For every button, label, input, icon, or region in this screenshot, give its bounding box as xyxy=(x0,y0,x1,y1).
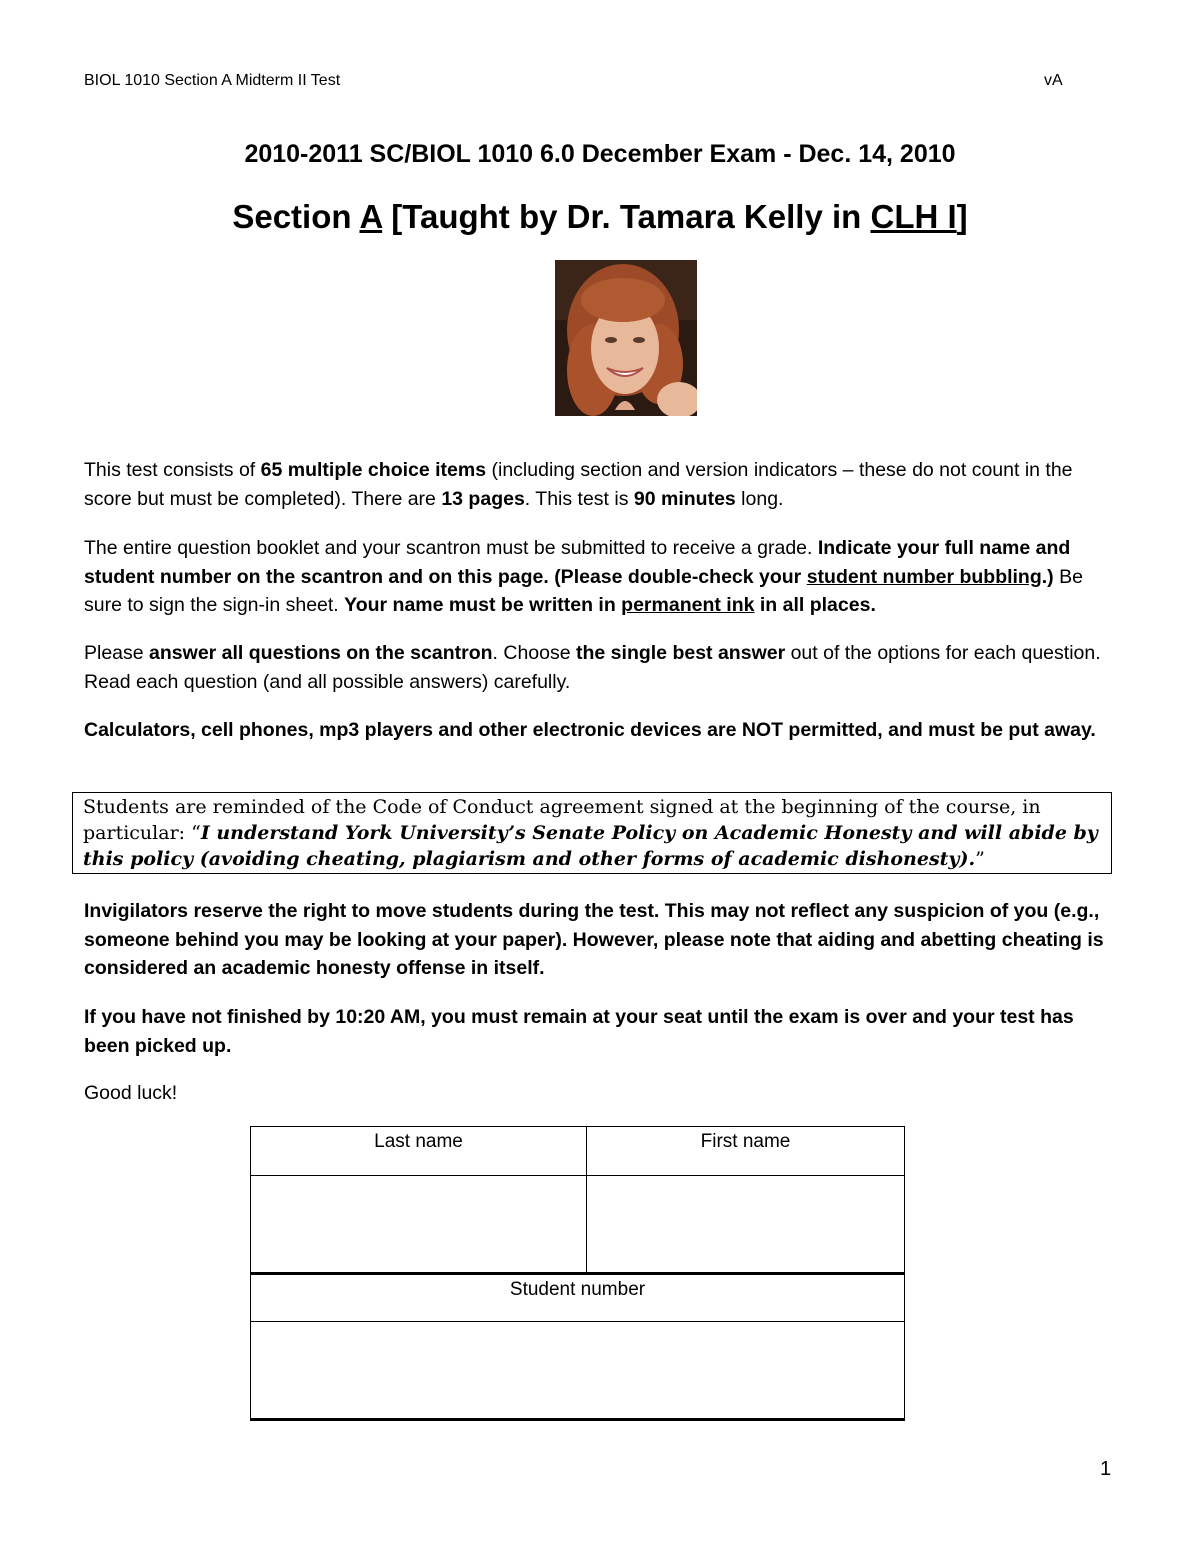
first-name-header: First name xyxy=(587,1127,905,1176)
page-number: 1 xyxy=(1100,1458,1112,1480)
exam-title: 2010-2011 SC/BIOL 1010 6.0 December Exam - Dec. 14, 2010 xyxy=(244,140,956,168)
paragraph-test-info: This test consists of 65 multiple choice items (including section and version indicators – these do not count in the score but must be completed). There are 13 pages. This test is 90 minutes long. xyxy=(84,459,1073,510)
last-name-header: Last name xyxy=(251,1127,587,1176)
first-name-field[interactable] xyxy=(587,1176,905,1274)
paragraph-devices: Calculators, cell phones, mp3 players and other electronic devices are NOT permitted, and must be put away. xyxy=(84,719,1096,741)
good-luck: Good luck! xyxy=(84,1082,178,1104)
honesty-quote: I understand York University’s Senate Policy on Academic Honesty and will abide by this policy (avoiding cheating, plagiarism and other forms of academic dishonesty). xyxy=(83,822,1098,870)
last-name-field[interactable] xyxy=(251,1176,587,1274)
student-number-header: Student number xyxy=(251,1274,905,1322)
instructor-photo xyxy=(555,260,697,416)
header-version: vA xyxy=(1044,72,1063,89)
paragraph-invigilators: Invigilators reserve the right to move students during the test. This may not reflect any suspicion of you (e.g., someone behind you may be looking at your paper). However, please note that aiding and abetting cheating is considered an academic honesty offense in itself. xyxy=(84,900,1104,979)
instructor-photo-image xyxy=(555,260,697,416)
student-number-field[interactable] xyxy=(251,1322,905,1420)
room-name: CLH I xyxy=(870,198,957,235)
header-left: BIOL 1010 Section A Midterm II Test xyxy=(84,72,341,89)
paragraph-submission: The entire question booklet and your scantron must be submitted to receive a grade. Indicate your full name and student number on the scantron and on this page. (Please double-check your student number bubbling.) Be sure to sign the sign-in sheet. Your name must be written in permanent ink in all places. xyxy=(84,537,1083,616)
paragraph-finish-time: If you have not finished by 10:20 AM, you must remain at your seat until the exam is over and your test has been picked up. xyxy=(84,1006,1074,1057)
student-info-table xyxy=(250,1126,905,1421)
section-title: Section A [Taught by Dr. Tamara Kelly in CLH I] xyxy=(232,198,968,235)
paragraph-answering: Please answer all questions on the scantron. Choose the single best answer out of the options for each question. Read each question (and all possible answers) carefully. xyxy=(84,642,1101,693)
section-letter: A xyxy=(359,198,383,235)
honesty-box: Students are reminded of the Code of Conduct agreement signed at the beginning of the course, in particular: “I understand York University’s Senate Policy on Academic Honesty and will abide by this policy (avoiding cheating, plagiarism and other forms of academic dishonesty).” xyxy=(72,792,1112,874)
